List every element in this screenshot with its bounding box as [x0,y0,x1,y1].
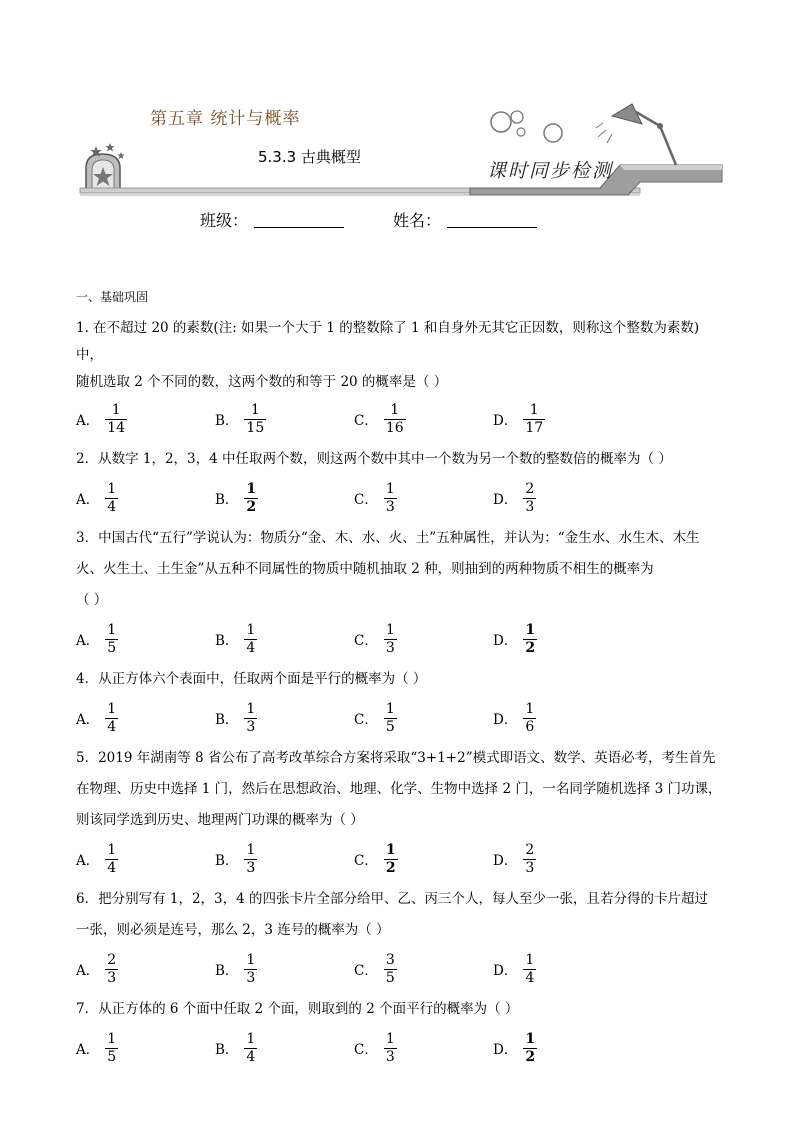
class-blank[interactable] [254,211,344,228]
fraction-numerator: 2 [525,480,535,497]
option-label: B． [215,853,239,869]
question-text-line: 在物理、历史中选择 1 门，然后在思想政治、地理、化学、生物中选择 2 门，一名同学随机选择 3 门功课， [76,781,722,797]
fraction-value [244,1031,257,1066]
answer-option[interactable] [76,842,215,877]
answer-option[interactable] [493,952,632,987]
option-label: B． [215,712,239,728]
fraction-value [384,952,397,987]
option-label: A． [76,963,100,979]
questions-container [76,315,726,1071]
question-text-line: 火、火生土、土生金”从五种不同属性的物质中随机抽取 2 种，则抽到的两种物质不相生的概率为 [76,561,654,577]
answer-option[interactable] [354,842,493,877]
answer-option[interactable] [76,402,215,437]
question-item [76,523,726,662]
star-badge-icon [86,143,125,190]
option-label: D． [493,633,518,649]
fraction-value [384,842,398,877]
question-text-line: （ ） [76,592,108,608]
fraction-denominator: 3 [385,1048,395,1065]
question-text-line: 则该同学选到历史、地理两门功课的概率为（ ） [76,812,364,828]
answer-option[interactable] [354,622,493,657]
option-label: C． [354,633,378,649]
name-label: 姓名： [393,211,442,230]
question-list [76,288,726,1073]
fraction-denominator: 3 [525,859,535,876]
option-label: A． [76,853,100,869]
name-field[interactable] [393,208,537,231]
question-item [76,315,726,442]
answer-option[interactable] [76,622,215,657]
fraction-numerator: 1 [385,480,395,497]
answer-options [76,695,726,741]
header-banner-graphic [0,0,794,240]
fraction-denominator: 3 [246,859,256,876]
option-label: D． [493,1042,518,1058]
option-label: B． [215,1042,239,1058]
question-item [76,884,726,992]
option-label: A． [76,633,100,649]
option-label: B． [215,413,239,429]
answer-option[interactable] [354,1031,493,1066]
answer-option[interactable] [354,952,493,987]
answer-option[interactable] [493,481,632,516]
fraction-numerator: 1 [385,1030,395,1047]
fraction-value [384,402,406,437]
answer-option[interactable] [215,701,354,736]
fraction-denominator: 3 [385,498,395,515]
fraction-numerator: 1 [107,841,117,858]
answer-options [76,836,726,882]
fraction-denominator: 5 [385,718,395,735]
fraction-value [523,952,536,987]
answer-option[interactable] [76,1031,215,1066]
fraction-value [244,481,258,516]
answer-option[interactable] [493,1031,632,1066]
fraction-value [244,622,257,657]
fraction-value [384,622,397,657]
fraction-numerator: 1 [525,951,535,968]
option-label: A． [76,712,100,728]
section-heading: 一、基础巩固 [76,290,149,304]
option-label: C． [354,1042,378,1058]
fraction-value [523,842,536,877]
fraction-value [105,701,118,736]
chapter-title: 第五章 统计与概率 [150,109,301,129]
fraction-denominator: 2 [525,1048,536,1065]
fraction-denominator: 6 [525,718,535,735]
option-label: B． [215,492,239,508]
answer-option[interactable] [215,622,354,657]
answer-option[interactable] [76,701,215,736]
option-label: A． [76,413,100,429]
fraction-numerator: 1 [250,401,260,418]
answer-option[interactable] [215,402,354,437]
fraction-numerator: 1 [525,1030,536,1047]
fraction-denominator: 16 [385,419,404,436]
fraction-value [523,481,536,516]
fraction-numerator: 1 [529,401,539,418]
option-label: D． [493,853,518,869]
fraction-value [105,622,118,657]
fraction-numerator: 1 [525,700,535,717]
fraction-value [105,481,118,516]
fraction-value [523,622,537,657]
fraction-value [384,1031,397,1066]
fraction-denominator: 4 [246,639,256,656]
fraction-numerator: 1 [246,1030,256,1047]
fraction-value [105,952,118,987]
answer-options [76,616,726,662]
fraction-numerator: 1 [390,401,400,418]
question-item [76,664,726,741]
question-text-line: 3．中国古代“五行”学说认为：物质分“金、木、水、火、土”五种属性，并认为：“金生水、水生木、木生 [76,530,700,546]
answer-options [76,475,726,521]
question-item [76,994,726,1071]
fraction-value [244,952,257,987]
fraction-denominator: 4 [525,969,535,986]
fraction-value [244,402,266,437]
fraction-value [244,842,257,877]
option-label: C． [354,712,378,728]
fraction-numerator: 1 [107,480,117,497]
class-label: 班级： [200,211,249,230]
answer-option[interactable] [215,842,354,877]
question-text-line: 1. 在不超过 20 的素数(注: 如果一个大于 1 的整数除了 1 和自身外无其它正因数，则称这个整数为素数)中， [76,320,700,363]
fraction-numerator: 1 [385,700,395,717]
fraction-denominator: 3 [246,718,256,735]
fraction-numerator: 1 [246,621,256,638]
fraction-denominator: 3 [525,498,535,515]
fraction-denominator: 17 [525,419,544,436]
answer-option[interactable] [493,701,632,736]
fraction-numerator: 1 [107,621,117,638]
page-header [0,0,794,240]
fraction-denominator: 4 [107,498,117,515]
banner-title: 课时同步检测 [487,160,614,182]
question-text-line: 5．2019 年湖南等 8 省公布了高考改革综合方案将采取“3+1+2”模式即语文、数学、英语必考，考生首先 [76,750,716,766]
section-title: 5.3.3 古典概型 [258,148,361,166]
fraction-denominator: 4 [107,718,117,735]
fraction-numerator: 1 [107,1030,117,1047]
fraction-denominator: 2 [246,498,257,515]
class-field[interactable] [200,208,344,231]
bubbles-icon [491,111,562,142]
option-label: B． [215,633,239,649]
fraction-numerator: 1 [525,621,536,638]
answer-options [76,946,726,992]
answer-option[interactable] [354,701,493,736]
answer-options [76,1025,726,1071]
fraction-numerator: 1 [246,480,257,497]
answer-option[interactable] [493,622,632,657]
fraction-value [244,701,257,736]
fraction-numerator: 1 [385,841,396,858]
answer-option[interactable] [76,481,215,516]
fraction-denominator: 4 [246,1048,256,1065]
fraction-denominator: 2 [385,859,396,876]
option-label: C． [354,853,378,869]
option-label: A． [76,492,100,508]
fraction-numerator: 1 [246,841,256,858]
fraction-denominator: 4 [107,859,117,876]
answer-option[interactable] [354,481,493,516]
fraction-numerator: 2 [107,951,117,968]
option-label: C． [354,413,378,429]
fraction-value [105,842,118,877]
option-label: D． [493,413,518,429]
fraction-denominator: 15 [246,419,265,436]
fraction-denominator: 5 [107,639,117,656]
fraction-value [523,701,536,736]
answer-option[interactable] [215,1031,354,1066]
answer-option[interactable] [215,481,354,516]
fraction-value [523,1031,537,1066]
option-label: A． [76,1042,100,1058]
fraction-denominator: 3 [107,969,117,986]
fraction-denominator: 14 [107,419,126,436]
fraction-value [384,481,397,516]
fraction-numerator: 1 [246,951,256,968]
answer-option[interactable] [493,842,632,877]
fraction-value [105,402,127,437]
option-label: D． [493,963,518,979]
option-label: D． [493,492,518,508]
question-item [76,444,726,521]
fraction-denominator: 5 [107,1048,117,1065]
fraction-numerator: 1 [246,700,256,717]
question-text-line: 6．把分别写有 1，2，3，4 的四张卡片全部分给甲、乙、丙三个人，每人至少一张，且若分得的卡片超过 [76,891,709,907]
answer-option[interactable] [493,402,632,437]
fraction-numerator: 1 [385,621,395,638]
question-text-line: 7．从正方体的 6 个面中任取 2 个面，则取到的 2 个面平行的概率为（ ） [76,1001,519,1017]
fraction-denominator: 3 [246,969,256,986]
question-text-line: 2．从数字 1，2，3，4 中任取两个数，则这两个数中其中一个数为另一个数的整数倍的概率为（ ） [76,451,672,467]
question-text-line: 随机选取 2 个不同的数，这两个数的和等于 20 的概率是（ ） [76,374,448,390]
answer-option[interactable] [76,952,215,987]
question-text-line: 一张，则必须是连号，那么 2，3 连号的概率为（ ） [76,922,390,938]
fraction-numerator: 2 [525,841,535,858]
answer-option[interactable] [215,952,354,987]
option-label: C． [354,492,378,508]
fraction-denominator: 3 [385,639,395,656]
fraction-value [523,402,545,437]
option-label: B． [215,963,239,979]
fraction-numerator: 1 [111,401,121,418]
option-label: C． [354,963,378,979]
question-text-line: 4．从正方体六个表面中，任取两个面是平行的概率为（ ） [76,671,427,687]
answer-option[interactable] [354,402,493,437]
fraction-denominator: 2 [525,639,536,656]
question-item [76,743,726,882]
fraction-numerator: 3 [385,951,395,968]
fraction-value [384,701,397,736]
name-blank[interactable] [447,211,537,228]
fraction-value [105,1031,118,1066]
answer-options [76,396,726,442]
fraction-denominator: 5 [385,969,395,986]
option-label: D． [493,712,518,728]
fraction-numerator: 1 [107,700,117,717]
